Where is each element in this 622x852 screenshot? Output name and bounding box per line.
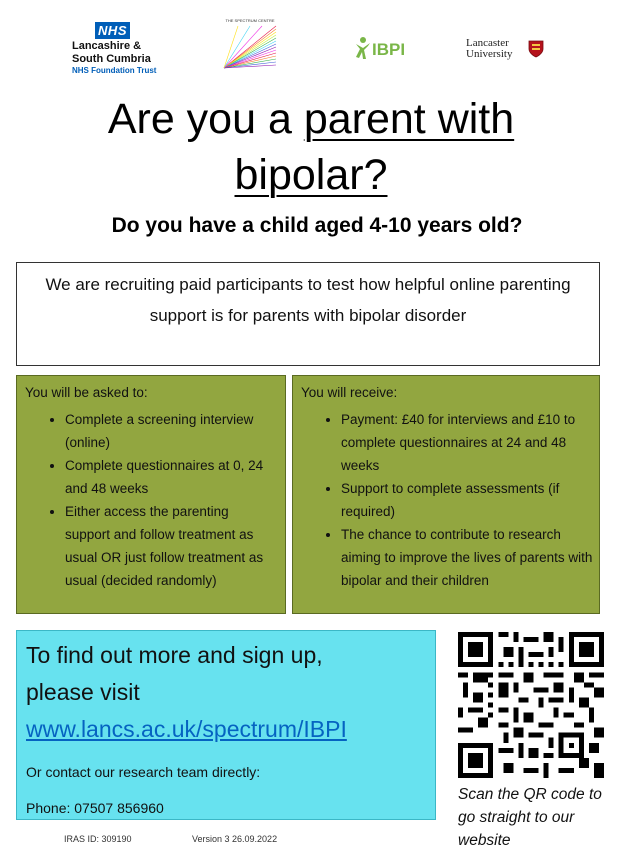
contact-line2: please visit [26, 679, 140, 705]
spectrum-logo-title: THE SPECTRUM CENTRE [225, 18, 275, 23]
title-underlined-2: bipolar? [234, 151, 388, 199]
title-prefix: Are you a [107, 95, 292, 143]
list-item: • The chance to contribute to research aiming to improve the lives of parents with bipolar and their children [341, 523, 599, 592]
contact-line3: Or contact our research team directly: [26, 764, 261, 780]
asked-heading: You will be asked to: [25, 385, 148, 400]
lancaster-university-logo [466, 38, 546, 66]
spectrum-ibpi-link[interactable]: www.lancs.ac.uk/spectrum/IBPI [26, 716, 347, 742]
receive-heading: You will receive: [301, 385, 398, 400]
page-title [0, 92, 622, 202]
list-item: • Complete a screening interview (online) [65, 408, 277, 454]
qr-caption: Scan the QR code to go straight to our website [458, 786, 602, 849]
ibpi-logo [354, 36, 420, 62]
ibpi-figure-icon [354, 36, 372, 60]
asked-to-box [16, 375, 286, 614]
list-item: • Complete questionnaires at 0, 24 and 48 weeks [65, 454, 277, 500]
list-item: • Support to complete assessments (if required) [341, 477, 599, 523]
receive-list [293, 408, 599, 592]
intro-box [16, 262, 600, 366]
spectrum-centre-logo [222, 18, 278, 70]
title-underlined-1: parent with [303, 95, 515, 143]
qr-code[interactable] [458, 632, 604, 778]
ibpi-logo-text: IBPI [372, 40, 406, 59]
nhs-badge: NHS [95, 22, 130, 39]
spectrum-rays-icon [222, 18, 278, 70]
nhs-trust-name-line3: NHS Foundation Trust [72, 66, 157, 75]
iras-id: IRAS ID: 309190 [64, 834, 132, 844]
asked-list [17, 408, 285, 592]
contact-box [16, 630, 436, 820]
contact-line1: To find out more and sign up, [26, 642, 323, 668]
lancaster-crest-icon [528, 40, 544, 58]
intro-text: We are recruiting paid participants to test how helpful online parenting support is for parents with bipolar disorder [45, 275, 571, 325]
version-label: Version 3 26.09.2022 [192, 834, 278, 844]
nhs-trust-name-line1: Lancashire & [72, 40, 142, 52]
list-item: • Payment: £40 for interviews and £10 to complete questionnaires at 24 and 48 weeks [341, 408, 599, 477]
you-will-receive-box [292, 375, 600, 614]
nhs-trust-name-line2: South Cumbria [72, 53, 151, 65]
lancaster-logo-line1: Lancaster [466, 37, 509, 49]
nhs-logo [70, 22, 170, 74]
lancaster-logo-line2: University [466, 48, 513, 60]
subtitle: Do you have a child aged 4-10 years old? [111, 214, 523, 237]
list-item: • Either access the parenting support and follow treatment as usual OR just follow treatment as usual (decided randomly) [65, 500, 277, 592]
phone-number: Phone: 07507 856960 [26, 800, 164, 816]
